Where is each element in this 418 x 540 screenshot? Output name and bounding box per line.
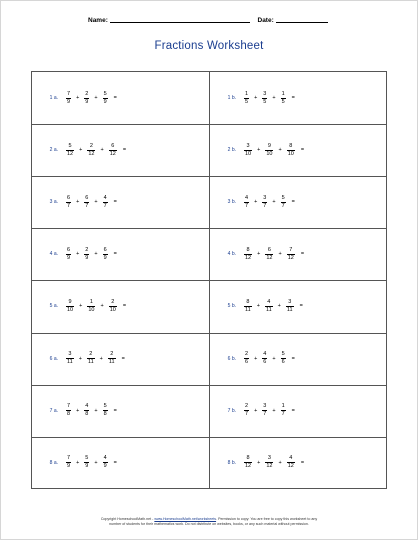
problem-cell [210, 228, 386, 280]
problem-number: 4 b. [227, 251, 236, 258]
problem [32, 351, 125, 366]
denominator: 9 [67, 254, 71, 261]
fraction [281, 195, 286, 210]
fraction [244, 195, 249, 210]
denominator: 7 [67, 202, 71, 209]
numerator: 6 [67, 194, 71, 201]
plus-sign: + [254, 407, 258, 414]
problem-cell [32, 228, 208, 280]
problem-number: 3 b. [227, 199, 236, 206]
footer [40, 517, 378, 527]
fraction [262, 195, 267, 210]
problem-cell [32, 437, 208, 489]
denominator: 6 [263, 359, 267, 365]
plus-sign: + [272, 95, 276, 101]
equals-sign: = [300, 459, 305, 466]
numerator: 7 [67, 455, 71, 462]
denominator: 7 [263, 411, 267, 418]
fraction [66, 91, 71, 106]
numerator: 4 [289, 455, 293, 462]
plus-sign: + [272, 355, 276, 362]
problem [210, 299, 303, 314]
plus-sign: + [254, 95, 258, 101]
denominator: 9 [67, 463, 71, 470]
fraction [281, 403, 286, 418]
fraction [265, 455, 273, 470]
numerator: 6 [85, 194, 89, 201]
equals-sign: = [113, 251, 117, 258]
numerator: 1 [281, 90, 285, 97]
numerator: 1 [89, 298, 93, 305]
numerator: 8 [246, 455, 250, 462]
numerator: 2 [111, 298, 115, 305]
plus-sign: + [76, 199, 80, 206]
header-fields [88, 14, 348, 28]
plus-sign: + [76, 459, 80, 466]
plus-sign: + [94, 251, 98, 258]
fraction [66, 195, 71, 210]
plus-sign: + [254, 355, 258, 362]
denominator: 11 [265, 306, 272, 313]
denominator: 12 [67, 150, 74, 157]
problem-number: 5 b. [227, 303, 236, 310]
denominator: 10 [88, 306, 95, 313]
plus-sign: + [278, 251, 282, 258]
numerator: 3 [263, 194, 267, 201]
problem [32, 91, 117, 106]
fraction [66, 299, 74, 314]
fraction [103, 455, 108, 470]
denominator: 12 [287, 463, 294, 470]
numerator: 5 [281, 194, 285, 201]
problem [210, 247, 304, 262]
problem-number: 1 a. [49, 95, 58, 101]
fraction [244, 403, 249, 418]
denominator: 8 [103, 411, 107, 418]
numerator: 4 [103, 455, 107, 462]
numerator: 2 [89, 351, 93, 357]
denominator: 10 [67, 306, 74, 313]
problem-cell [32, 385, 208, 437]
fraction [262, 91, 267, 106]
problem [210, 351, 295, 366]
problem [32, 403, 117, 418]
problem-number: 5 a. [49, 303, 58, 310]
denominator: 8 [85, 411, 89, 418]
fraction [84, 195, 89, 210]
denominator: 9 [85, 463, 89, 470]
denominator: 5 [281, 98, 285, 105]
fraction [66, 455, 71, 470]
fraction [281, 91, 286, 106]
numerator: 3 [288, 298, 292, 305]
numerator: 2 [89, 142, 93, 149]
problem-cell [32, 333, 208, 385]
problem-grid [31, 71, 387, 489]
problem-number: 2 b. [227, 147, 236, 154]
problem [32, 195, 117, 210]
equals-sign: = [113, 459, 117, 466]
denominator: 11 [245, 306, 251, 313]
numerator: 4 [103, 194, 107, 201]
numerator: 7 [67, 90, 71, 97]
numerator: 2 [245, 403, 249, 410]
numerator: 1 [281, 403, 285, 410]
plus-sign: + [272, 199, 276, 206]
numerator: 2 [85, 246, 89, 253]
numerator: 5 [281, 351, 285, 357]
problem-cell [210, 333, 386, 385]
fraction [87, 143, 95, 158]
plus-sign: + [257, 147, 261, 154]
fraction [103, 91, 108, 106]
denominator: 9 [103, 98, 107, 105]
problem-number: 3 a. [49, 199, 58, 206]
fraction [265, 299, 273, 314]
fraction [84, 455, 89, 470]
denominator: 12 [266, 463, 273, 470]
fraction [287, 455, 295, 470]
numerator: 7 [67, 403, 71, 410]
plus-sign: + [257, 251, 261, 258]
numerator: 3 [263, 90, 267, 97]
denominator: 7 [281, 202, 285, 209]
fraction [262, 351, 267, 366]
denominator: 12 [245, 463, 252, 470]
problem-cell [210, 124, 386, 176]
numerator: 4 [245, 194, 249, 201]
numerator: 5 [103, 403, 107, 410]
denominator: 12 [266, 254, 273, 261]
date-blank[interactable] [276, 14, 328, 23]
denominator: 10 [266, 150, 273, 157]
fraction [103, 195, 108, 210]
numerator: 5 [85, 455, 89, 462]
fraction [66, 351, 74, 366]
numerator: 8 [289, 142, 293, 149]
equals-sign: = [122, 147, 127, 154]
numerator: 5 [68, 142, 72, 149]
denominator: 11 [286, 306, 293, 313]
numerator: 1 [245, 90, 249, 97]
fraction [244, 247, 252, 262]
denominator: 11 [108, 359, 115, 365]
denominator: 7 [103, 202, 107, 209]
equals-sign: = [291, 95, 295, 101]
plus-sign: + [94, 95, 98, 101]
plus-sign: + [94, 459, 98, 466]
footer-text-3: number of students for their mathematics work. Do not distribute on websites, books, or any such material without permission. [109, 522, 309, 526]
numerator: 2 [245, 351, 249, 357]
problem-number: 6 b. [227, 355, 236, 362]
numerator: 3 [267, 455, 271, 462]
numerator: 4 [263, 351, 267, 357]
problem-cell [210, 72, 386, 124]
equals-sign: = [113, 407, 117, 414]
plus-sign: + [94, 199, 98, 206]
fraction [287, 143, 295, 158]
plus-sign: + [278, 459, 282, 466]
fraction [66, 143, 74, 158]
problem [210, 91, 295, 106]
equals-sign: = [300, 251, 305, 258]
fraction [244, 299, 252, 314]
numerator: 2 [110, 351, 114, 357]
plus-sign: + [100, 147, 104, 154]
numerator: 8 [246, 298, 250, 305]
problem-cell [210, 280, 386, 332]
denominator: 8 [67, 411, 71, 418]
fraction [109, 143, 117, 158]
plus-sign: + [76, 407, 80, 414]
fraction [244, 351, 249, 366]
equals-sign: = [122, 303, 127, 310]
denominator: 10 [245, 150, 252, 157]
plus-sign: + [78, 355, 82, 362]
denominator: 9 [85, 98, 89, 105]
fraction [262, 403, 267, 418]
fraction [66, 247, 71, 262]
denominator: 7 [263, 202, 267, 209]
fraction [84, 91, 89, 106]
problem [210, 403, 295, 418]
plus-sign: + [79, 147, 83, 154]
numerator: 6 [267, 246, 271, 253]
denominator: 9 [85, 254, 89, 261]
footer-link[interactable]: www.HomeschoolMath.net/worksheets [154, 517, 217, 521]
problem [32, 143, 126, 158]
fraction [108, 351, 116, 366]
denominator: 7 [245, 411, 249, 418]
denominator: 7 [85, 202, 89, 209]
equals-sign: = [113, 199, 117, 206]
problem-cell [32, 280, 208, 332]
fraction [281, 351, 286, 366]
numerator: 9 [68, 298, 72, 305]
equals-sign: = [291, 407, 295, 414]
numerator: 6 [67, 246, 71, 253]
numerator: 9 [267, 142, 271, 149]
denominator: 7 [245, 202, 249, 209]
fraction [265, 247, 273, 262]
problem-number: 7 b. [227, 407, 236, 414]
plus-sign: + [256, 303, 260, 310]
problem [32, 299, 126, 314]
problem [32, 455, 117, 470]
denominator: 12 [109, 150, 116, 157]
problem-cell [32, 176, 208, 228]
fraction [87, 299, 95, 314]
numerator: 6 [103, 246, 107, 253]
denominator: 9 [67, 98, 71, 105]
problem-number: 4 a. [49, 251, 58, 258]
footer-text-1: Copyright HomeschoolMath.net - [100, 517, 155, 521]
problem-number: 2 a. [49, 147, 58, 154]
problem-number: 8 a. [49, 459, 58, 466]
fraction [103, 403, 108, 418]
plus-sign: + [272, 407, 276, 414]
denominator: 9 [103, 463, 107, 470]
problem-cell [210, 176, 386, 228]
equals-sign: = [291, 199, 295, 206]
plus-sign: + [257, 459, 261, 466]
numerator: 4 [267, 298, 271, 305]
problem [32, 247, 117, 262]
fraction [103, 247, 108, 262]
fraction [66, 403, 71, 418]
denominator: 12 [287, 254, 294, 261]
problem-cell [32, 124, 208, 176]
denominator: 11 [87, 359, 94, 365]
name-label: Name: [88, 17, 108, 24]
numerator: 3 [68, 351, 72, 357]
problem-number: 7 a. [49, 407, 58, 414]
fraction [286, 299, 294, 314]
problem [210, 143, 304, 158]
plus-sign: + [94, 407, 98, 414]
worksheet-title: Fractions Worksheet [154, 40, 264, 52]
problem [210, 455, 304, 470]
denominator: 9 [103, 254, 107, 261]
problem-cell [210, 437, 386, 489]
plus-sign: + [277, 303, 281, 310]
fraction [84, 403, 89, 418]
equals-sign: = [121, 355, 125, 362]
numerator: 5 [103, 90, 107, 97]
denominator: 12 [245, 254, 252, 261]
equals-sign: = [113, 95, 117, 101]
numerator: 4 [85, 403, 89, 410]
numerator: 3 [246, 142, 250, 149]
fraction [84, 247, 89, 262]
problem-cell [210, 385, 386, 437]
denominator: 12 [88, 150, 95, 157]
numerator: 3 [263, 403, 267, 410]
footer-text-2: . Permission to copy: You are free to copy this worksheet to any [216, 517, 318, 521]
denominator: 10 [287, 150, 294, 157]
numerator: 8 [246, 246, 250, 253]
equals-sign: = [300, 147, 305, 154]
fraction [244, 91, 249, 106]
equals-sign: = [299, 303, 303, 310]
problem [210, 195, 295, 210]
problem-number: 6 a. [49, 355, 58, 362]
fraction [109, 299, 117, 314]
problem-number: 1 b. [227, 95, 236, 101]
numerator: 2 [85, 90, 89, 97]
denominator: 7 [281, 411, 285, 418]
denominator: 6 [245, 359, 249, 365]
plus-sign: + [254, 199, 258, 206]
denominator: 10 [109, 306, 116, 313]
numerator: 7 [289, 246, 293, 253]
date-label: Date: [257, 17, 274, 24]
problem-number: 8 b. [227, 459, 236, 466]
problem-cell [32, 72, 208, 124]
fraction [244, 143, 252, 158]
plus-sign: + [99, 355, 103, 362]
plus-sign: + [76, 95, 80, 101]
denominator: 11 [67, 359, 73, 365]
denominator: 5 [263, 98, 267, 105]
denominator: 6 [281, 359, 285, 365]
fraction [87, 351, 95, 366]
plus-sign: + [79, 303, 83, 310]
plus-sign: + [76, 251, 80, 258]
denominator: 5 [245, 98, 249, 105]
fraction [287, 247, 295, 262]
fraction [265, 143, 273, 158]
numerator: 6 [111, 142, 115, 149]
plus-sign: + [100, 303, 104, 310]
plus-sign: + [278, 147, 282, 154]
name-blank[interactable] [110, 14, 250, 23]
equals-sign: = [291, 355, 295, 362]
fraction [244, 455, 252, 470]
